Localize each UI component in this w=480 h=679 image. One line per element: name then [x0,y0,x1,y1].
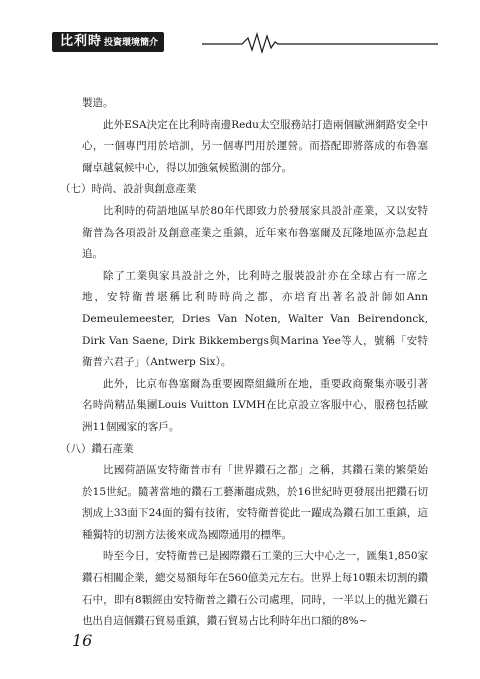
paragraph: 除了工業與家具設計之外，比利時之服裝設計亦在全球占有一席之地，安特衛普堪稱比利時時尚之都，亦培育出著名設計師如Ann Demeulemeester, Dries Van Noten, Walter Van Beirendonck, Dirk Van Saene, Dirk Bikkembergs與Marina Yee等人，號稱「安特衛普六君子」（Antwerp Six）。 [82,269,428,369]
paragraph: 時至今日，安特衛普已是國際鑽石工業的三大中心之一，匯集1,850家鑽石相關企業，總交易額每年在560億美元左右。世界上每10顆未切割的鑽石中，即有8顆經由安特衛普之鑽石公司處理，同時，一半以上的拋光鑽石也出自這個鑽石貿易重鎮，鑽石貿易占比利時年出口額的8%~ [82,550,428,628]
header-title-sub: 投資環境簡介 [104,38,159,48]
paragraph: 此外ESA決定在比利時南邊Redu太空服務站打造兩個歐洲網路安全中心，一個專門用於培訓，另一個專門用於運營。而搭配即將落成的布魯塞爾卓越氣候中心，得以加強氣候監測的部分。 [82,118,428,174]
page-body [60,93,428,633]
paragraph: 比利時的荷語地區早於80年代即致力於發展家具設計產業，又以安特衛普為各項設計及創意產業之重鎮，近年來布魯塞爾及瓦隆地區亦急起直追。 [82,204,428,261]
header-title-main: 比利時 [60,34,103,49]
paragraph: 製造。 [82,97,114,109]
running-header [52,30,438,56]
page-number: 16 [72,631,93,650]
paragraph: 此外，比京布魯塞爾為重要國際組織所在地，重要政商聚集亦吸引著名時尚精品集團Louis Vuitton LVMH在比京設立客服中心，服務包括歐洲11個國家的客戶。 [82,377,428,433]
section-heading: （七）時尚、設計與創意產業 [60,183,197,196]
header-title-badge [52,32,164,52]
paragraph: 比國荷語區安特衛普市有「世界鑽石之都」之稱，其鑽石業的繁榮始於15世紀。隨著當地的鑽石工藝漸趨成熟，於16世紀時更發展出把鑽石切割成上33面下24面的獨有技術，安特衛普從此一躍成為鑽石加工重鎮，這種獨特的切割方法後來成為國際通用的標準。 [82,464,428,541]
section-heading: （八）鑽石產業 [60,442,134,455]
